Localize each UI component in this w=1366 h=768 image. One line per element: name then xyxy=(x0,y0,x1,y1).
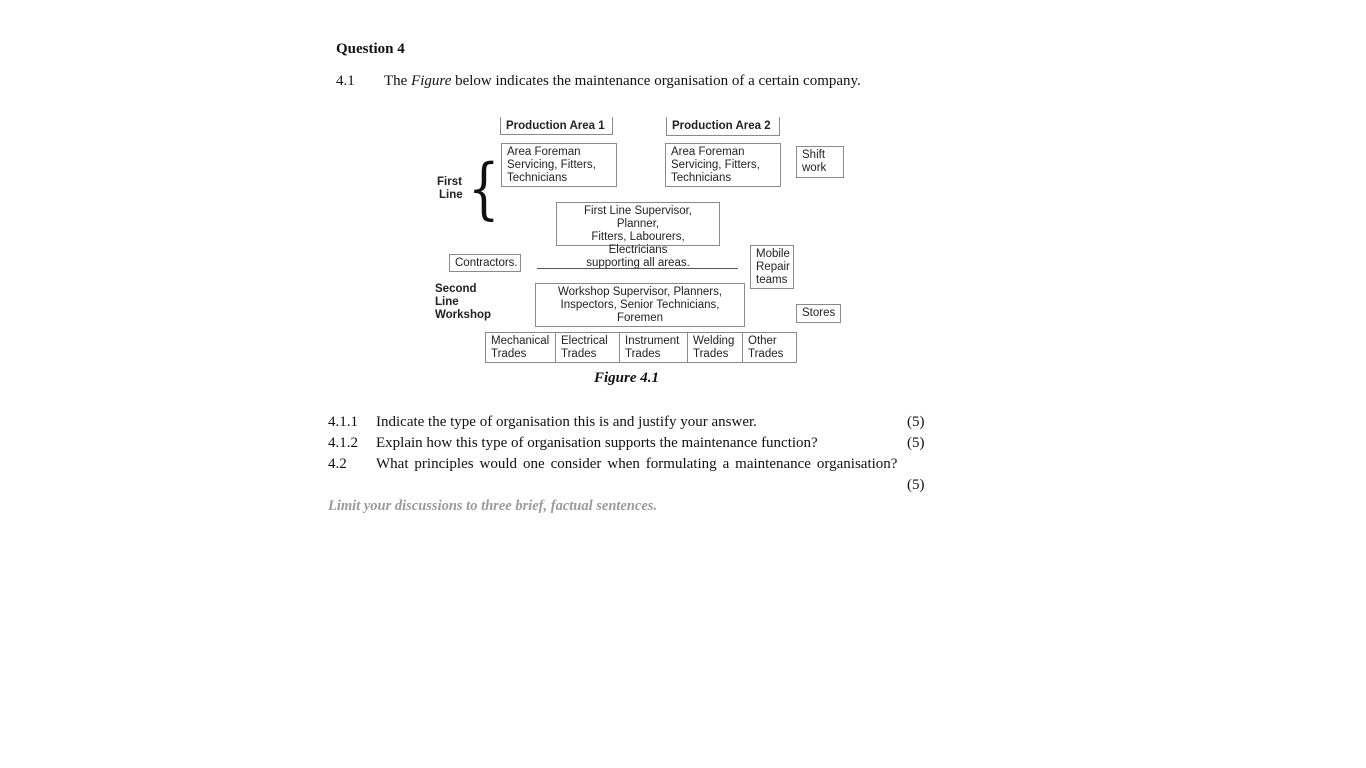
area-1-foreman-box xyxy=(501,143,617,187)
trade-welding-line-2: Trades xyxy=(693,348,729,360)
trade-box-instrument xyxy=(619,332,688,363)
subquestion-4-1-1 xyxy=(328,414,928,432)
subquestion-number: 4.1.1 xyxy=(328,414,358,430)
shift-work-line-1: Shift xyxy=(802,149,826,161)
question-number-4-1: 4.1 xyxy=(336,73,355,89)
trade-welding-line-1: Welding xyxy=(693,335,735,347)
trade-other-line-1: Other xyxy=(748,335,777,347)
area-2-line-1: Area Foreman xyxy=(671,146,745,158)
area-2-foreman-box xyxy=(665,143,781,187)
subquestion-text: Indicate the type of organisation this is and justify your answer. xyxy=(376,414,757,430)
trade-electrical-line-1: Electrical xyxy=(561,335,608,347)
subquestion-number: 4.2 xyxy=(328,456,347,472)
mobile-repair-line-1: Mobile xyxy=(756,248,790,260)
q41-text-before: The xyxy=(384,73,412,89)
first-line-supervisor-line-3: supporting all areas. xyxy=(586,257,690,269)
production-area-2-header: Production Area 2 xyxy=(666,117,780,136)
second-line-workshop-label xyxy=(435,283,491,322)
subquestion-marks: (5) xyxy=(907,435,925,451)
area-2-line-2: Servicing, Fitters, xyxy=(671,159,760,171)
subquestion-4-2 xyxy=(328,456,930,496)
trade-other-line-2: Trades xyxy=(748,348,784,360)
mobile-repair-line-2: Repair xyxy=(756,261,790,273)
figure-caption: Figure 4.1 xyxy=(594,370,660,386)
subquestion-text: What principles would one consider when formulating a maintenance organisation? xyxy=(376,456,898,472)
first-line-brace: { xyxy=(468,150,500,227)
divider-line xyxy=(537,268,738,269)
answer-limit-note: Limit your discussions to three brief, factual sentences. xyxy=(328,498,658,514)
first-line-supervisor-box xyxy=(556,202,720,269)
trade-box-electrical xyxy=(555,332,620,363)
question-title: Question 4 xyxy=(336,41,405,57)
contractors-box: Contractors. xyxy=(449,254,521,272)
trade-box-other xyxy=(742,332,797,363)
stores-box: Stores xyxy=(796,304,841,323)
first-line-label-1: First xyxy=(437,176,462,188)
subquestion-text: Explain how this type of organisation supports the maintenance function? xyxy=(376,435,818,451)
second-line-label-3: Workshop xyxy=(435,309,492,321)
trade-box-welding xyxy=(687,332,743,363)
production-area-1-header: Production Area 1 xyxy=(500,117,613,135)
mobile-repair-teams-box xyxy=(750,245,794,289)
shift-work-line-2: work xyxy=(802,162,827,174)
area-1-line-1: Area Foreman xyxy=(507,146,581,158)
trade-electrical-line-2: Trades xyxy=(561,348,597,360)
workshop-supervisor-box xyxy=(535,283,745,327)
question-4-1-text xyxy=(384,73,861,90)
workshop-supervisor-line-1: Workshop Supervisor, Planners, xyxy=(557,286,723,298)
area-2-line-3: Technicians xyxy=(671,172,732,184)
mobile-repair-line-3: teams xyxy=(756,274,788,286)
area-1-line-3: Technicians xyxy=(507,172,568,184)
trade-box-mechanical xyxy=(485,332,556,363)
trade-instrument-line-1: Instrument xyxy=(625,335,680,347)
first-line-supervisor-line-1: First Line Supervisor, Planner, xyxy=(583,205,692,230)
second-line-label-1: Second xyxy=(435,283,477,295)
first-line-label xyxy=(437,176,463,202)
trade-mechanical-line-2: Trades xyxy=(491,348,527,360)
first-line-supervisor-line-2: Fitters, Labourers, Electricians xyxy=(591,231,685,256)
trade-instrument-line-2: Trades xyxy=(625,348,661,360)
subquestion-marks: (5) xyxy=(907,414,925,430)
second-line-label-2: Line xyxy=(435,296,459,308)
workshop-supervisor-line-2: Inspectors, Senior Technicians, xyxy=(560,299,720,311)
shift-work-box xyxy=(796,146,844,178)
q41-text-italic: Figure xyxy=(411,73,452,89)
subquestion-4-1-2 xyxy=(328,435,928,453)
first-line-label-2: Line xyxy=(439,189,463,201)
subquestion-marks: (5) xyxy=(907,477,925,493)
trade-mechanical-line-1: Mechanical xyxy=(491,335,550,347)
q41-text-after: below indicates the maintenance organisation of a certain company. xyxy=(451,73,861,89)
workshop-supervisor-line-3: Foremen xyxy=(616,312,664,324)
subquestion-number: 4.1.2 xyxy=(328,435,358,451)
area-1-line-2: Servicing, Fitters, xyxy=(507,159,596,171)
